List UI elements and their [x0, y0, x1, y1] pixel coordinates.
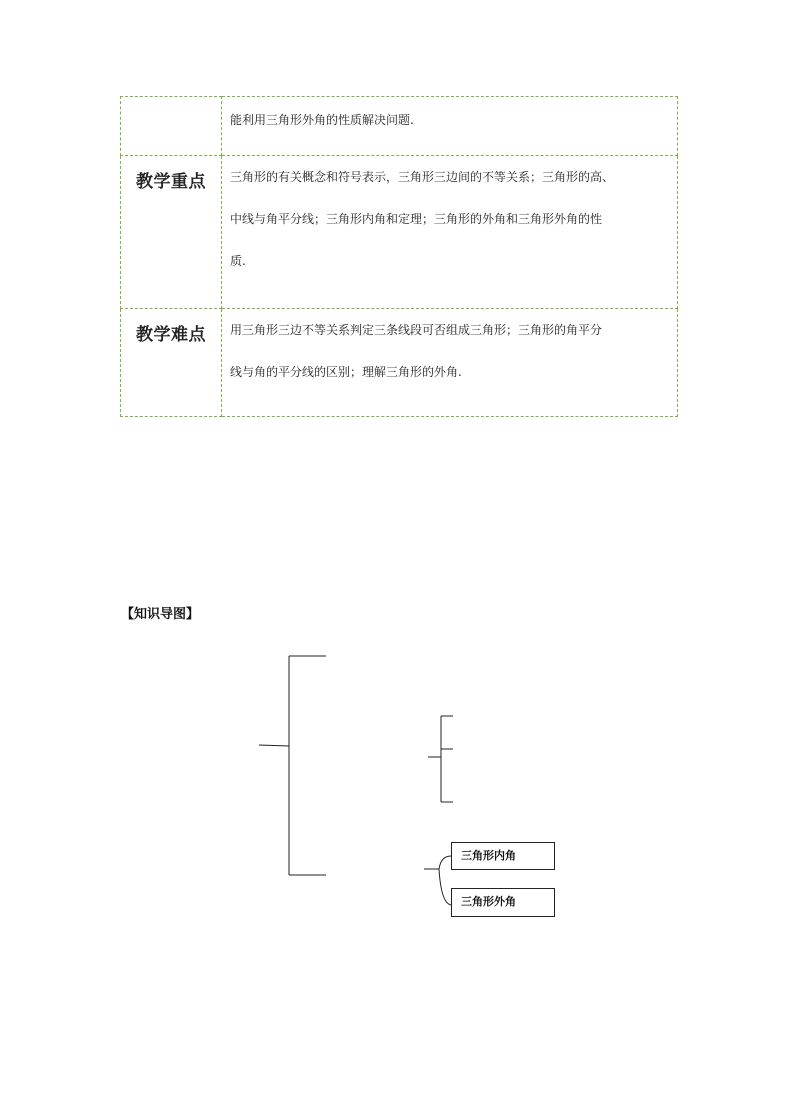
table-row [121, 97, 678, 156]
row-content [222, 97, 678, 156]
table-row [121, 309, 678, 417]
teaching-objectives-table [120, 96, 678, 417]
table-row [121, 156, 678, 309]
row-content-difficult-points [222, 309, 678, 417]
row-text-line: 用三角形三边不等关系判定三条线段可否组成三角形；三角形的角平分 [230, 323, 603, 337]
knowledge-map-heading: 【知识导图】 [121, 607, 200, 622]
row-text-line: 质. [230, 254, 246, 268]
row-label-key-points: 教学重点 [121, 156, 222, 309]
row-text-line: 中线与角平分线；三角形内角和定理；三角形的外角和三角形外角的性 [230, 212, 603, 226]
angle-bracket-top-curve [439, 856, 451, 869]
exterior-angle-box: 三角形外角 [451, 888, 555, 917]
root-connector [259, 745, 289, 746]
row-text-line: 能利用三角形外角的性质解决问题. [230, 113, 414, 127]
row-label [121, 97, 222, 156]
row-label-difficult-points: 教学难点 [121, 309, 222, 417]
row-content-key-points [222, 156, 678, 309]
row-text-line: 线与角的平分线的区别；理解三角形的外角. [230, 365, 462, 379]
interior-angle-box: 三角形内角 [451, 842, 555, 870]
angle-bracket-bottom-curve [439, 869, 451, 905]
row-text-line: 三角形的有关概念和符号表示，三角形三边间的不等关系；三角形的高、 [230, 170, 615, 184]
